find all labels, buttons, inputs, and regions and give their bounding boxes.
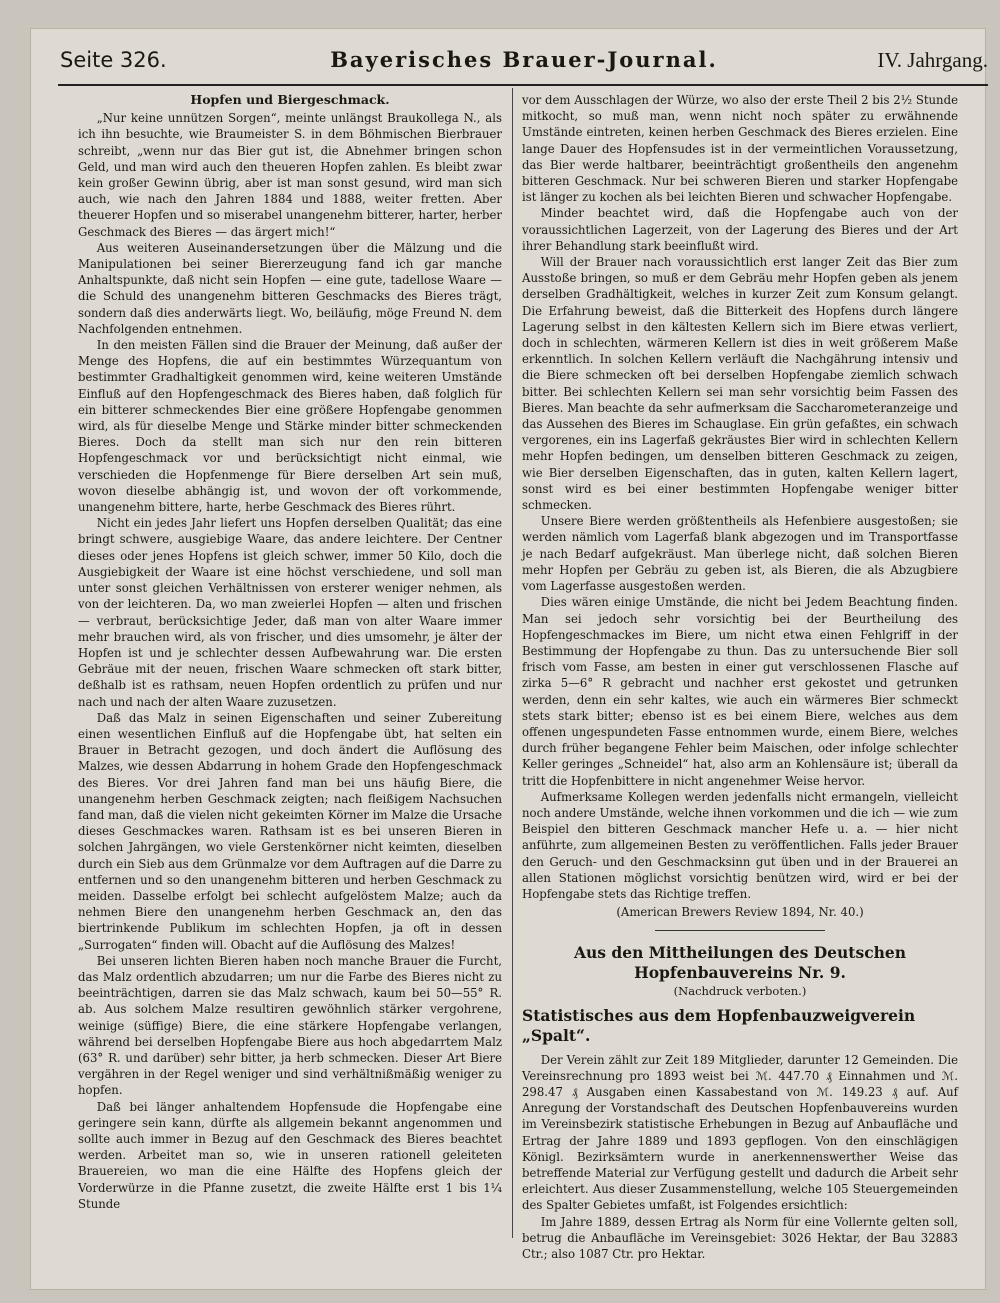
paragraph: Bei unseren lichten Bieren haben noch manche Brauer die Furcht, das Malz ordentlich abzudarren; um nur die Farbe des Bieres nicht zu beeinträchtigen, darren sie das Malz schwach, kaum bei 50—55° R. ab. Aus solchem Malze resultiren gewöhnlich stärker vergohrene, weinige (süffige) Biere, die eine stärkere Hopfengabe verlangen, während bei derselben Hopfengabe Biere aus hoch abgedarrtem Malz (63° R. und darüber) sehr bitter, ja herb schmecken. Dieser Art Biere vergähren in der Regel weniger und sind verhältnißmäßig weniger zu hopfen. <box>78 953 502 1098</box>
paragraph: Unsere Biere werden größtentheils als Hefenbiere ausgestoßen; sie werden nämlich vom Lagerfaß blank abgezogen und im Transportfasse je nach Bedarf aufgekräust. Man überlege nicht, daß solchen Bieren mehr Hopfen per Gebräu zu geben ist, als Bieren, die als Abzugbiere vom Lagerfasse ausgestoßen werden. <box>522 514 958 594</box>
reprint-note: (Nachdruck verboten.) <box>673 984 807 999</box>
section-rule <box>655 930 825 931</box>
header-rule <box>58 84 988 86</box>
journal-title: Bayerisches Brauer-Journal. <box>330 47 718 72</box>
paragraph: Aufmerksame Kollegen werden jedenfalls nicht ermangeln, vielleicht noch andere Umstände, welche ihnen vorkommen und die ich — wie zum Beispiel den bitteren Geschmack mancher Hefe u. a. — hier nicht anführte, zum allgemeinen Besten zu veröffentlichen. Falls jeder Brauer den Geruch- und den Geschmacksinn gut üben und in der Brauerei an allen Stationen möglichst vorsichtig benützen wird, wird er bei der Hopfengabe stets das Richtige treffen. <box>522 789 958 901</box>
section-title: Aus den Mittheilungen des Deutschen Hopfenbauvereins Nr. 9. <box>573 943 907 983</box>
paragraph: Nicht ein jedes Jahr liefert uns Hopfen derselben Qualität; das eine bringt schwere, ausgiebige Waare, das andere leichtere. Der Centner dieses oder jenes Hopfens ist gleich schwer, immer 50 Kilo, doch die Ausgiebigkeit der Waare ist eine höchst verschiedene, und soll man unter sonst gleichen Verhältnissen von ersterer weniger nehmen, als von der leichteren. Da, wo man zweierlei Hopfen — alten und frischen — verbraut, berücksichtige Jeder, daß man von alter Waare immer mehr brauchen wird, als von frischer, und dies umsomehr, je älter der Hopfen ist und je schlechter dessen Aufbewahrung war. Die ersten Gebräue mit der neuen, frischen Waare schmecken oft stark bitter, deßhalb ist es rathsam, neuen Hopfen ordentlich zu prüfen und nur nach und nach der alten Waare zuzusetzen. <box>78 516 502 709</box>
volume-label: IV. Jahrgang. <box>877 48 988 72</box>
paragraph: Daß das Malz in seinen Eigenschaften und seiner Zubereitung einen wesentlichen Einfluß auf die Hopfengabe übt, hat selten ein Brauer in Betracht gezogen, und doch ändert die Auflösung des Malzes, wie dessen Abdarrung in hohem Grade den Hopfengeschmack des Bieres. Vor drei Jahren fand man bei uns häufig Biere, die unangenehm herben Geschmack zeigten; nach fleißigem Nachsuchen fand man, daß die vielen nicht gekeimten Körner im Malze die Ursache dieses Geschmackes waren. Rathsam ist es bei unseren Bieren in solchen Jahrgängen, wo viele Gerstenkörner nicht keimten, dieselben durch ein Sieb aus dem Grünmalze vor dem Auftragen auf die Darre zu entfernen und so den unangenehm bitteren und herben Geschmack zu meiden. Dasselbe erfolgt bei schlecht aufgelöstem Malze; auch da nehmen Biere den unangenehm herben Geschmack an, den das biertrinkende Publikum im schlechten Hopfen, ja oft in dessen „Surrogaten“ finden will. Obacht auf die Auflösung des Malzes! <box>78 710 502 952</box>
left-column <box>78 92 502 1212</box>
paragraph: vor dem Ausschlagen der Würze, wo also der erste Theil 2 bis 2½ Stunde mitkocht, so muß man, wenn nicht noch später zu erwähnende Umstände eintreten, keinen herben Geschmack des Bieres erzielen. Eine lange Dauer des Hopfensudes ist in der vermeintlichen Voraussetzung, das Bier werde haltbarer, beeinträchtigt großentheils den angenehm bitteren Geschmack. Nur bei schweren Bieren und starker Hopfengabe ist länger zu kochen als bei leichten Bieren und schwacher Hopfengabe. <box>522 93 958 205</box>
paragraph: „Nur keine unnützen Sorgen“, meinte unlängst Braukollega N., als ich ihn besuchte, wie Braumeister S. in dem Böhmischen Bierbrauer schreibt, „wenn nur das Bier gut ist, die Abnehmer bringen schon Geld, und man wird auch den theueren Hopfen zahlen. Es bleibt zwar kein großer Gewinn übrig, aber ist man sonst gesund, wird man sich auch, wie nach den Jahren 1884 und 1888, weiter fretten. Aber theuerer Hopfen und so miserabel unangenehm bitterer, harter, herber Geschmack des Bieres — das ärgert mich!“ <box>78 111 502 239</box>
source-citation: (American Brewers Review 1894, Nr. 40.) <box>616 905 864 920</box>
paragraph: Der Verein zählt zur Zeit 189 Mitglieder, darunter 12 Gemeinden. Die Vereinsrechnung pro 1893 weist bei ℳ. 447.70 ₰ Einnahmen und ℳ. 298.47 ₰ Ausgaben einen Kassabestand von ℳ. 149.23 ₰ auf. Auf Anregung der Vorstandschaft des Deutschen Hopfenbauvereins wurden im Vereinsbezirk statistische Erhebungen in Bezug auf Anbaufläche und Ertrag der Jahre 1889 und 1893 gepflogen. Von den einschlägigen Königl. Bezirksämtern wurde in anerkennenswerther Weise das betreffende Material zur Verfügung gestellt und dadurch die Arbeit sehr erleichtert. Aus dieser Zusammenstellung, welche 105 Steuergemeinden des Spalter Gebietes umfaßt, ist Folgendes ersichtlich: <box>522 1052 958 1213</box>
paragraph: Im Jahre 1889, dessen Ertrag als Norm für eine Vollernte gelten soll, betrug die Anbaufläche im Vereinsgebiet: 3026 Hektar, der Bau 32883 Ctr.; also 1087 Ctr. pro Hektar. <box>522 1214 958 1261</box>
column-divider <box>512 88 513 1238</box>
paragraph: In den meisten Fällen sind die Brauer der Meinung, daß außer der Menge des Hopfens, die auf ein bestimmtes Würzequantum von bestimmter Gradhaltigkeit genommen wird, keine weiteren Umstände Einfluß auf den Hopfengeschmack des Bieres haben, daß folglich für ein bitterer schmeckendes Bier eine größere Hopfengabe genommen wird, als für dieselbe Menge und Stärke minder bitter schmeckenden Bieres. Doch da stellt man sich nur den rein bitteren Hopfengeschmack vor und berücksichtigt nicht einmal, wie verschieden die Hopfenmenge für Biere derselben Art sein muß, wovon dieselbe abhängig ist, und wovon der oft vorkommende, unangenehm bittere, harte, herbe Geschmack des Bieres rührt. <box>78 338 502 515</box>
paragraph: Daß bei länger anhaltendem Hopfensude die Hopfengabe eine geringere sein kann, dürfte als allgemein bekannt angenommen und sollte auch immer in Bezug auf den Geschmack des Bieres beachtet werden. Arbeitet man so, wie in unseren rationell geleiteten Brauereien, wo man die eine Hälfte des Hopfens gleich der Vorderwürze in die Pfanne zusetzt, die zweite Hälfte erst 1 bis 1¼ Stunde <box>78 1099 502 1211</box>
article-title: Hopfen und Biergeschmack. <box>190 92 390 107</box>
paragraph: Aus weiteren Auseinandersetzungen über die Mälzung und die Manipulationen bei seiner Biererzeugung fand ich gar manche Anhaltspunkte, daß nicht sein Hopfen — eine gute, tadellose Waare — die Schuld des unangenehm bitteren Geschmacks des Bieres trägt, sondern daß dies anderwärts liegt. Wo, beiläufig, möge Freund N. dem Nachfolgenden entnehmen. <box>78 240 502 336</box>
paragraph: Will der Brauer nach voraussichtlich erst langer Zeit das Bier zum Ausstoße bringen, so muß er dem Gebräu mehr Hopfen geben als jenem derselben Gradhältigkeit, welches in kurzer Zeit zum Konsum gelangt. Die Erfahrung beweist, daß die Bitterkeit des Hopfens durch längere Lagerung selbst in den kältesten Kellern sich im Biere etwas verliert, doch in schlechten, wärmeren Kellern ist dies in weit größerem Maße erkenntlich. In solchen Kellern verläuft die Nachgährung intensiv und die Biere schmecken oft bei derselben Hopfengabe ziemlich schwach bitter. Bei schlechten Kellern sei man sehr vorsichtig beim Fassen des Bieres. Man beachte da sehr aufmerksam die Saccharometeranzeige und das Aussehen des Bieres im Schauglase. Ein grün gefaßtes, ein schwach vergorenes, ein ins Lagerfaß gekräustes Bier wird in schlechten Kellern mehr Hopfen bedingen, um denselben bitteren Geschmack zu zeigen, wie Bier derselben Eigenschaften, das in guten, kalten Kellern lagert, sonst wird es bei einer bestimmten Hopfengabe weniger bitter schmecken. <box>522 255 958 513</box>
paragraph: Dies wären einige Umstände, die nicht bei Jedem Beachtung finden. Man sei jedoch sehr vorsichtig bei der Beurtheilung des Hopfengeschmackes im Biere, um nicht etwa einen Fehlgriff in der Bestimmung der Hopfengabe zu thun. Das zu untersuchende Bier soll frisch vom Fasse, am besten in einer gut verschlossenen Flasche auf zirka 5—6° R gebracht und nachher erst gekostet und getrunken werden, denn ein sehr kaltes, wie auch ein wärmeres Bier schmeckt stets stark bitter; ebenso ist es bei einem Biere, welches aus dem offenen ungespundeten Fasse entnommen wurde, einem Biere, welches durch früher begangene Fehler beim Maischen, oder infolge schlechter Keller geringes „Schneidel“ hat, also arm an Kohlensäure ist; überall da tritt die Hopfenbittere in nicht angenehmer Weise hervor. <box>522 595 958 788</box>
page-header <box>60 44 988 78</box>
page-number: Seite 326. <box>60 48 167 72</box>
subsection-title: Statistisches aus dem Hopfenbauzweigverein „Spalt“. <box>522 1005 916 1045</box>
right-column <box>522 92 958 1262</box>
paragraph: Minder beachtet wird, daß die Hopfengabe auch von der voraussichtlichen Lagerzeit, von der Lagerung des Bieres und der Art ihrer Behandlung stark beeinflußt wird. <box>522 206 958 253</box>
